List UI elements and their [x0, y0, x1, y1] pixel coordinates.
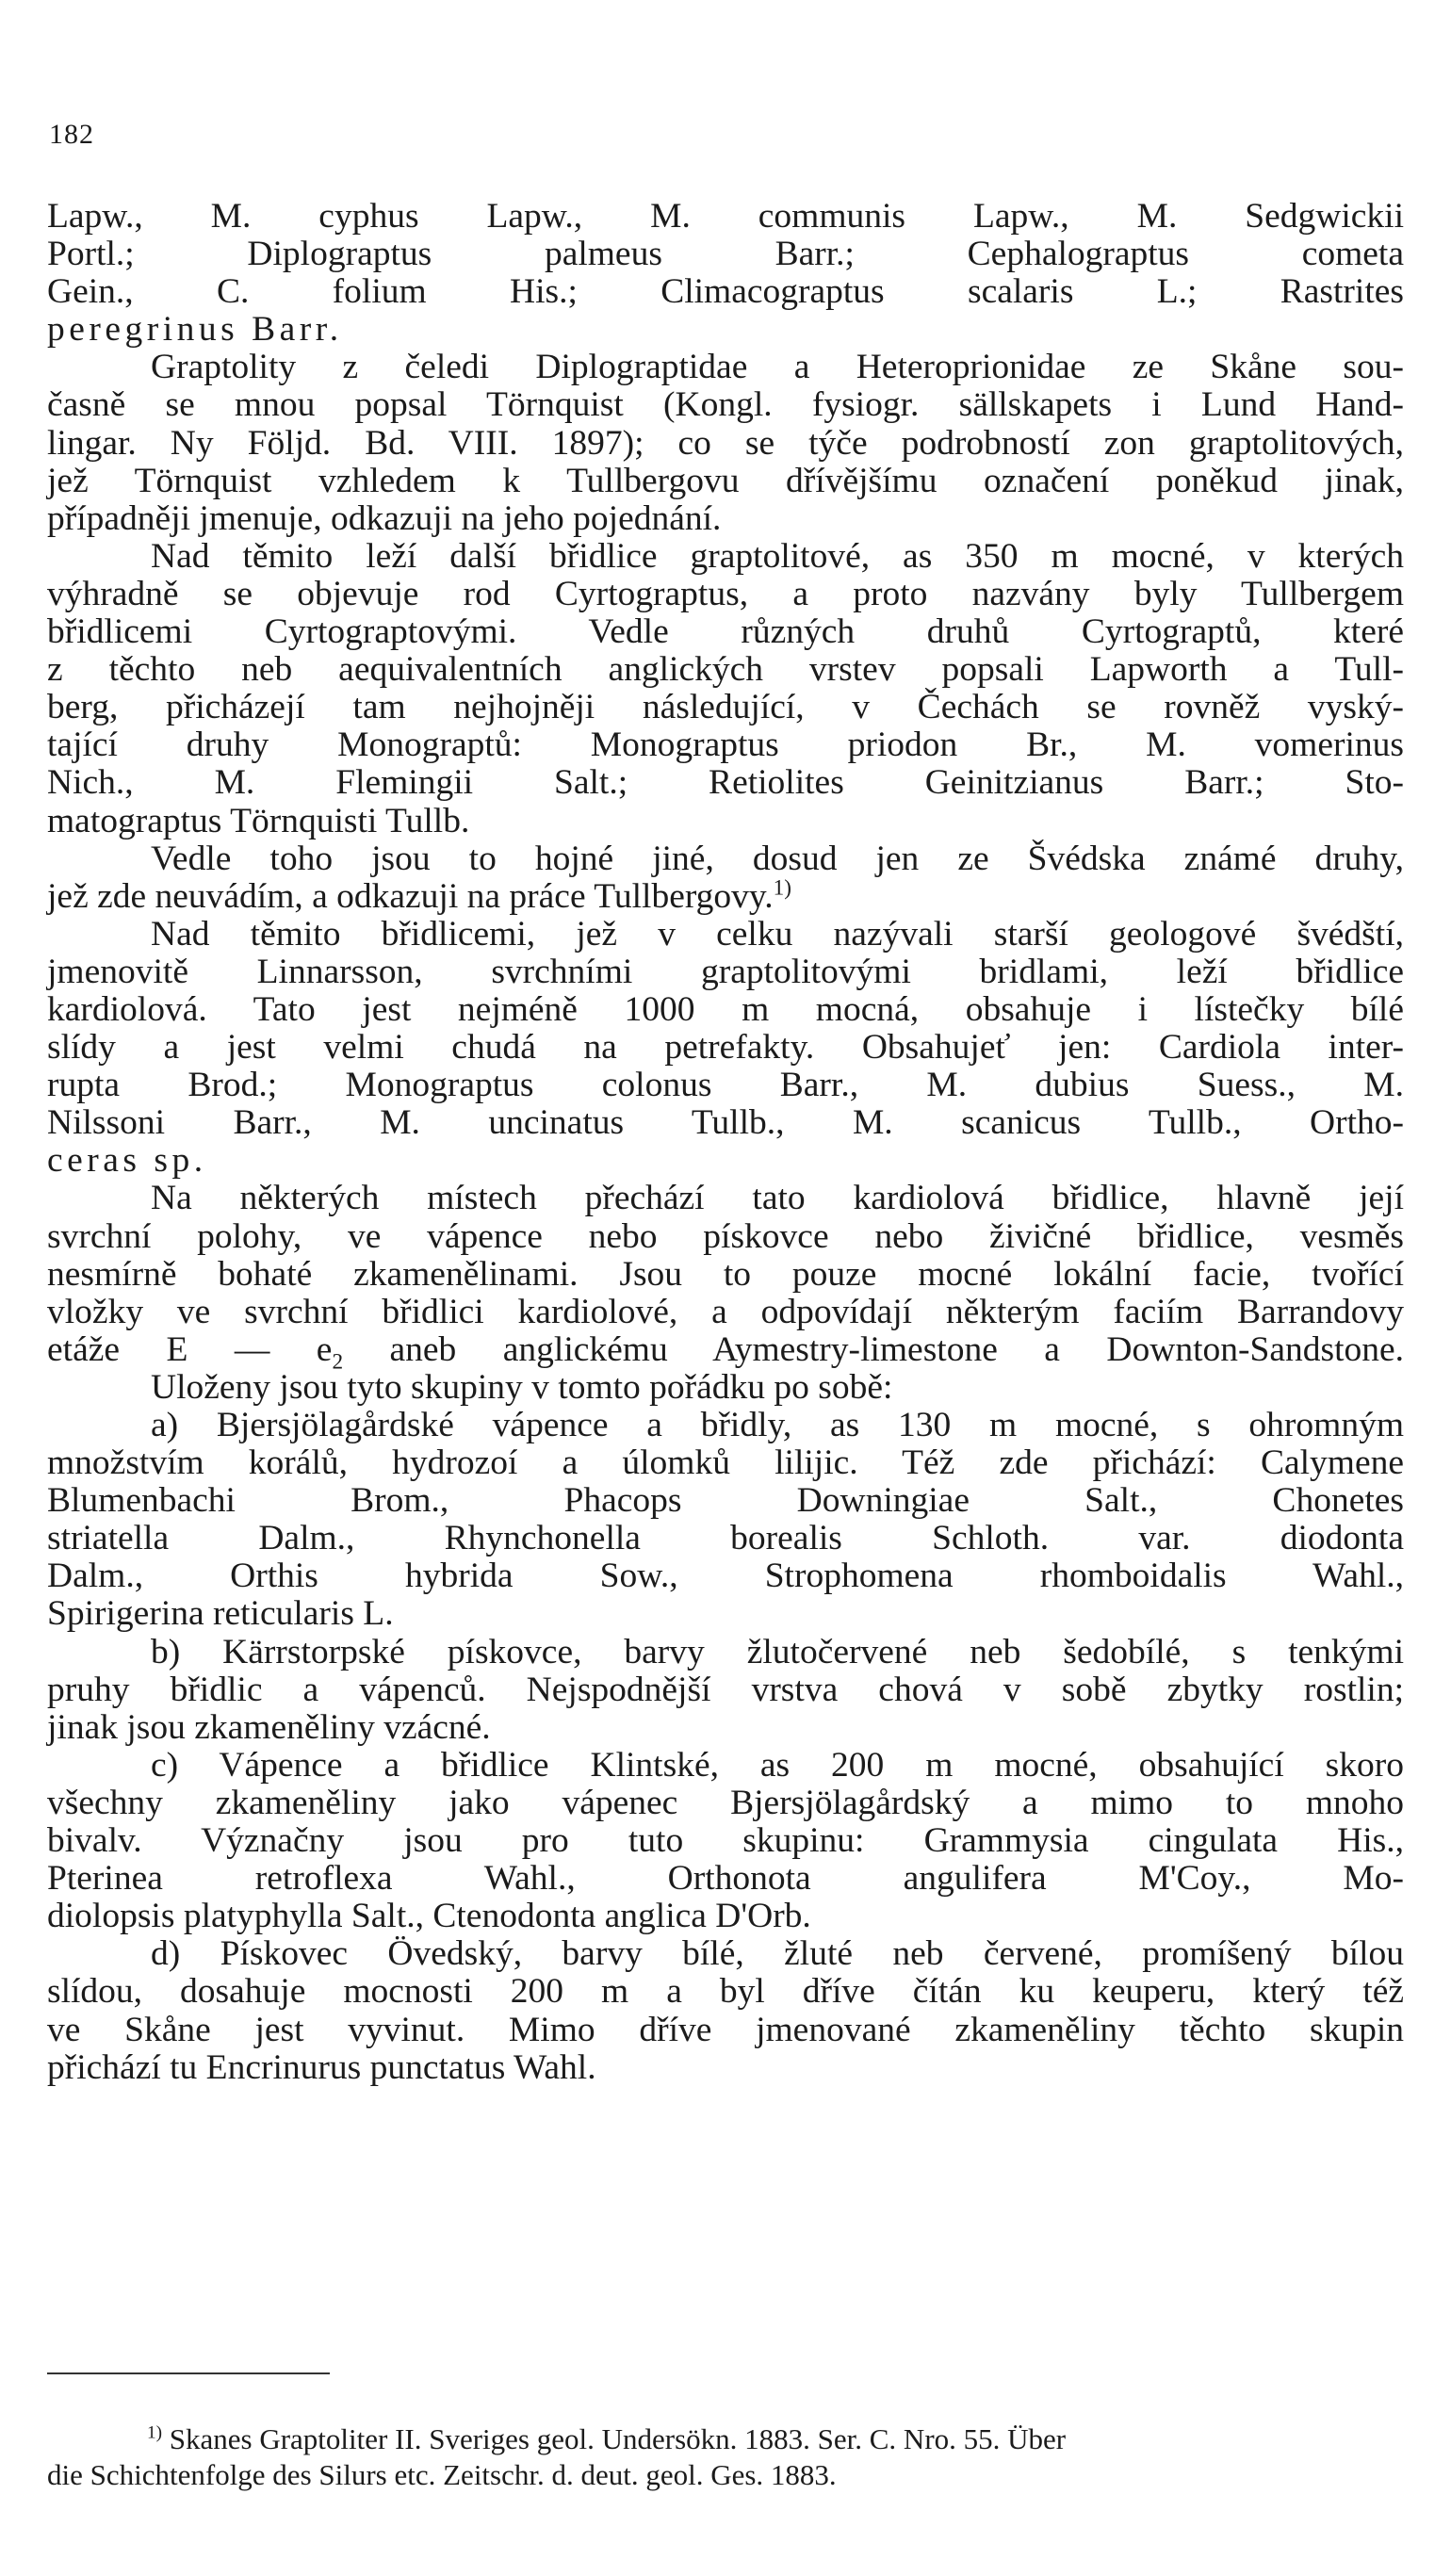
text-line: Nilssoni Barr., M. uncinatus Tullb., M. scanicus Tullb., Ortho- — [47, 1103, 1404, 1143]
text-line: Spirigerina reticularis L. — [47, 1594, 394, 1634]
text-line: Nad těmito břidlicemi, jež v celku nazývali starší geologové švédští, — [151, 914, 1404, 954]
text-line: diolopsis platyphylla Salt., Ctenodonta anglica D'Orb. — [47, 1897, 811, 1936]
text-line: ve Skåne jest vyvinut. Mimo dříve jmenované zkameněliny těchto skupin — [47, 2010, 1404, 2049]
text-line: Lapw., M. cyphus Lapw., M. communis Lapw., M. Sedgwickii — [47, 197, 1404, 236]
text-line: b) Kärrstorpské pískovce, barvy žlutočervené neb šedobílé, s tenkými — [151, 1632, 1404, 1671]
footnote-divider — [47, 2372, 330, 2374]
subscript: 2 — [332, 1349, 344, 1375]
text-line: jinak jsou zkameněliny vzácné. — [47, 1707, 491, 1747]
text-line: bivalv. Význačny jsou pro tuto skupinu: Grammysia cingulata His., — [47, 1821, 1404, 1861]
text-fragment: jež zde neuvádím, a odkazuji na práce Tullbergovy. — [47, 876, 774, 916]
text-line: Blumenbachi Brom., Phacops Downingiae Salt., Chonetes — [47, 1481, 1404, 1521]
text-line: Na některých místech přechází tato kardiolová břidlice, hlavně její — [151, 1179, 1404, 1218]
footnote-line: die Schichtenfolge des Silurs etc. Zeitschr. d. deut. geol. Ges. 1883. — [47, 2458, 837, 2491]
text-line: břidlicemi Cyrtograptovými. Vedle různých druhů Cyrtograptů, které — [47, 612, 1404, 652]
footnote-line — [47, 2421, 1404, 2457]
text-line: Nad těmito leží další břidlice graptolitové, as 350 m mocné, v kterých — [151, 536, 1404, 576]
text-line: nesmírně bohaté zkamenělinami. Jsou to pouze mocné lokální facie, tvořící — [47, 1254, 1404, 1294]
text-line: matograptus Törnquisti Tullb. — [47, 801, 470, 840]
text-line: jež Törnquist vzhledem k Tullbergovu dřívějšímu označení poněkud jinak, — [47, 461, 1404, 500]
text-fragment: aneb anglickému Aymestry-limestone a Downton-Sandstone. — [343, 1329, 1405, 1369]
text-line: výhradně se objevuje rod Cyrtograptus, a proto nazvány byly Tullbergem — [47, 574, 1404, 613]
text-line: kardiolová. Tato jest nejméně 1000 m mocná, obsahuje i lístečky bílé — [47, 989, 1404, 1029]
text-line: c) Vápence a břidlice Klintské, as 200 m mocné, obsahující skoro — [151, 1745, 1404, 1785]
text-line: časně se mnou popsal Törnquist (Kongl. fysiogr. sällskapets i Lund Hand- — [47, 385, 1404, 425]
text-line: jmenovitě Linnarsson, svrchními graptolitovými bridlami, leží břidlice — [47, 952, 1404, 991]
text-line: lingar. Ny Följd. Bd. VIII. 1897); co se týče podrobností zon graptolitových, — [47, 423, 1404, 463]
text-line: rupta Brod.; Monograptus colonus Barr., M. dubius Suess., M. — [47, 1066, 1404, 1105]
text-line: z těchto neb aequivalentních anglických vrstev popsali Lapworth a Tull- — [47, 650, 1404, 690]
text-line: a) Bjersjölagårdské vápence a břidly, as 130 m mocné, s ohromným — [151, 1406, 1404, 1444]
page-number: 182 — [49, 119, 94, 150]
body-text — [47, 198, 1404, 2087]
text-line: přichází tu Encrinurus punctatus Wahl. — [47, 2047, 596, 2087]
text-line: striatella Dalm., Rhynchonella borealis Schloth. var. diodonta — [47, 1519, 1404, 1558]
text-line: Portl.; Diplograptus palmeus Barr.; Cephalograptus cometa — [47, 235, 1404, 274]
footnote-reference: 1) — [773, 875, 791, 901]
text-line: Vedle toho jsou to hojné jiné, dosud jen ze Švédska známé druhy, — [151, 839, 1404, 878]
text-line: d) Pískovec Övedský, barvy bílé, žluté neb červené, promíšený bílou — [151, 1934, 1404, 1974]
text-line — [47, 1329, 1405, 1375]
text-line — [47, 875, 1404, 916]
text-line: Graptolity z čeledi Diplograptidae a Heteroprionidae ze Skåne sou- — [151, 348, 1404, 387]
footnote — [47, 2421, 1404, 2493]
text-line: Uloženy jsou tyto skupiny v tomto pořádku po sobě: — [151, 1367, 893, 1407]
text-line: množstvím korálů, hydrozoí a úlomků lilijic. Též zde přichází: Calymene — [47, 1443, 1404, 1483]
text-line: slídy a jest velmi chudá na petrefakty. Obsahujeť jen: Cardiola inter- — [47, 1028, 1404, 1068]
footnote-marker: 1) — [147, 2422, 162, 2443]
text-line: berg, přicházejí tam nejhojněji následující, v Čechách se rovněž vyský- — [47, 688, 1404, 727]
text-fragment: Skanes Graptoliter II. Sveriges geol. Undersökn. 1883. Ser. C. Nro. 55. Über — [162, 2422, 1067, 2455]
text-line: všechny zkameněliny jako vápenec Bjersjölagårdský a mimo to mnoho — [47, 1783, 1404, 1822]
text-line: vložky ve svrchní břidlici kardiolové, a odpovídají některým faciím Barrandovy — [47, 1292, 1404, 1331]
text-line: ceras sp. — [47, 1141, 207, 1181]
text-line: slídou, dosahuje mocnosti 200 m a byl dříve čítán ku keuperu, který též — [47, 1972, 1404, 2012]
text-line: případněji jmenuje, odkazuji na jeho pojednání. — [47, 498, 722, 538]
text-line: pruhy břidlic a vápenců. Nejspodnější vrstva chová v sobě zbytky rostlin; — [47, 1670, 1404, 1709]
text-line: Dalm., Orthis hybrida Sow., Strophomena rhomboidalis Wahl., — [47, 1557, 1404, 1596]
text-line: Nich., M. Flemingii Salt.; Retiolites Geinitzianus Barr.; Sto- — [47, 763, 1404, 803]
text-line: svrchní polohy, ve vápence nebo pískovce nebo živičné břidlice, vesměs — [47, 1216, 1404, 1256]
text-fragment: etáže E — e — [47, 1329, 333, 1369]
text-line: peregrinus Barr. — [47, 310, 343, 350]
text-line: tající druhy Monograptů: Monograptus priodon Br., M. vomerinus — [47, 726, 1404, 765]
text-line: Pterinea retroflexa Wahl., Orthonota angulifera M'Coy., Mo- — [47, 1859, 1404, 1899]
text-line: Gein., C. folium His.; Climacograptus scalaris L.; Rastrites — [47, 272, 1404, 312]
